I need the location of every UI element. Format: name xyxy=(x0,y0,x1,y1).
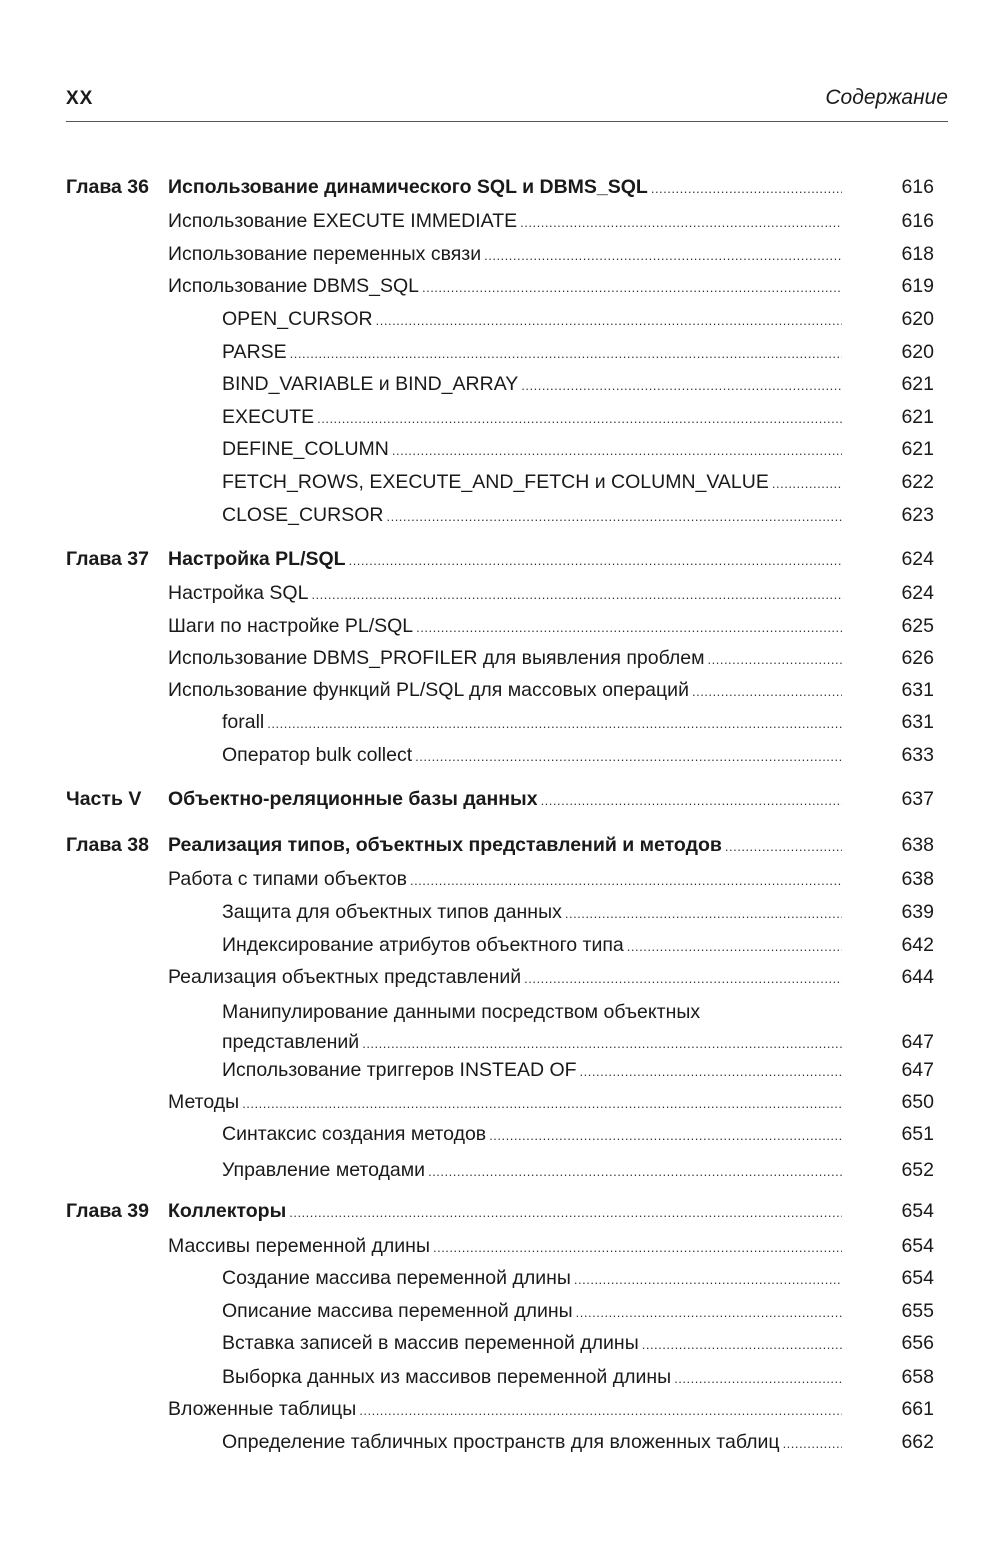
entry-line xyxy=(168,1231,842,1263)
chapter-label: Часть V xyxy=(66,788,142,810)
entry-line xyxy=(168,578,842,610)
dot-leader xyxy=(359,1396,842,1426)
entry-title: FETCH_ROWS, EXECUTE_AND_FETCH и COLUMN_VALUE xyxy=(222,471,769,493)
page-number-roman: XX xyxy=(66,88,94,109)
entry-title: Индексирование атрибутов объектного типа xyxy=(222,934,624,956)
entry-line xyxy=(222,897,842,929)
entry-title-line1: Манипулирование данными посредством объектных xyxy=(222,1001,701,1023)
toc-section-entry xyxy=(0,997,1000,1057)
entry-title: BIND_VARIABLE и BIND_ARRAY xyxy=(222,373,519,395)
toc-chapter-entry xyxy=(0,172,1000,202)
entry-line xyxy=(222,1055,842,1087)
page-number: 652 xyxy=(901,1159,934,1181)
dot-leader xyxy=(521,371,842,401)
page-number: 621 xyxy=(901,373,934,395)
entry-line xyxy=(222,1263,842,1295)
page-number: 625 xyxy=(901,615,934,637)
running-title: Содержание xyxy=(825,86,948,109)
dot-leader xyxy=(416,613,842,643)
page-number: 654 xyxy=(901,1200,934,1222)
toc-section-entry xyxy=(0,707,1000,737)
entry-line xyxy=(168,864,842,896)
entry-line xyxy=(168,544,842,576)
dot-leader xyxy=(422,273,842,303)
entry-title: Настройка PL/SQL xyxy=(168,548,346,570)
header-rule xyxy=(66,121,948,122)
toc-section-entry xyxy=(0,337,1000,367)
toc-section-entry xyxy=(0,434,1000,464)
entry-title: Реализация типов, объектных представлений и методов xyxy=(168,834,722,856)
page-number: 655 xyxy=(901,1300,934,1322)
page-number: 631 xyxy=(901,679,934,701)
entry-line xyxy=(222,1155,842,1187)
dot-leader xyxy=(692,677,842,707)
entry-line xyxy=(168,611,842,643)
dot-leader xyxy=(580,1057,842,1087)
entry-title: Использование динамического SQL и DBMS_SQL xyxy=(168,176,648,198)
page-number: 658 xyxy=(901,1366,934,1388)
entry-title: Использование функций PL/SQL для массовых операций xyxy=(168,679,689,701)
dot-leader xyxy=(392,436,842,466)
entry-title: Описание массива переменной длины xyxy=(222,1300,573,1322)
toc-section-entry xyxy=(0,239,1000,269)
page-header xyxy=(66,86,948,116)
toc-section-entry xyxy=(0,740,1000,770)
entry-title: представлений xyxy=(222,1031,360,1053)
entry-line xyxy=(222,740,842,772)
dot-leader xyxy=(576,1298,842,1328)
entry-title: Использование триггеров INSTEAD OF xyxy=(222,1059,577,1081)
dot-leader xyxy=(651,174,842,204)
page-number: 620 xyxy=(901,308,934,330)
entry-title: Объектно-реляционные базы данных xyxy=(168,788,538,810)
entry-line xyxy=(222,1296,842,1328)
dot-leader xyxy=(574,1265,842,1295)
entry-title: Работа с типами объектов xyxy=(168,868,407,890)
entry-title: EXECUTE xyxy=(222,406,315,428)
toc-section-entry xyxy=(0,962,1000,992)
entry-title: PARSE xyxy=(222,341,287,363)
toc-chapter-entry xyxy=(0,544,1000,574)
entry-line xyxy=(222,1427,842,1459)
page-number: 662 xyxy=(901,1431,934,1453)
page-number: 616 xyxy=(901,210,934,232)
entry-title: Использование DBMS_PROFILER для выявления проблем xyxy=(168,647,705,669)
entry-line xyxy=(168,1087,842,1119)
entry-line xyxy=(168,962,842,994)
page-number: 639 xyxy=(901,901,934,923)
dot-leader xyxy=(290,339,842,369)
dot-leader xyxy=(783,1429,842,1459)
toc-section-entry xyxy=(0,864,1000,894)
entry-title: Защита для объектных типов данных xyxy=(222,901,562,923)
page-number: 654 xyxy=(901,1235,934,1257)
entry-line xyxy=(222,1362,842,1394)
chapter-label: Глава 36 xyxy=(66,176,149,198)
entry-title: Вставка записей в массив переменной длины xyxy=(222,1332,639,1354)
toc-chapter-entry xyxy=(0,830,1000,860)
entry-line xyxy=(222,434,842,466)
entry-title: Создание массива переменной длины xyxy=(222,1267,571,1289)
toc-section-entry xyxy=(0,643,1000,673)
dot-leader xyxy=(311,580,842,610)
page-number: 638 xyxy=(901,834,934,856)
entry-line xyxy=(168,830,842,862)
page-number: 619 xyxy=(901,275,934,297)
page-number: 650 xyxy=(901,1091,934,1113)
toc-section-entry xyxy=(0,1119,1000,1149)
page-number: 644 xyxy=(901,966,934,988)
toc-section-entry xyxy=(0,206,1000,236)
dot-leader xyxy=(524,964,842,994)
entry-line xyxy=(222,500,842,532)
page-number: 622 xyxy=(901,471,934,493)
chapter-label: Глава 38 xyxy=(66,834,149,856)
toc-section-entry xyxy=(0,1427,1000,1457)
entry-line xyxy=(222,930,842,962)
dot-leader xyxy=(627,932,842,962)
toc-section-entry xyxy=(0,402,1000,432)
page-number: 621 xyxy=(901,406,934,428)
toc-section-entry xyxy=(0,1296,1000,1326)
page-number: 633 xyxy=(901,744,934,766)
entry-line xyxy=(168,206,842,238)
dot-leader xyxy=(708,645,843,675)
dot-leader xyxy=(242,1089,842,1119)
toc-section-entry xyxy=(0,1328,1000,1358)
entry-line xyxy=(222,402,842,434)
entry-title: Использование EXECUTE IMMEDIATE xyxy=(168,210,518,232)
entry-line xyxy=(222,1119,842,1151)
page-number: 637 xyxy=(901,788,934,810)
page-number: 624 xyxy=(901,548,934,570)
entry-line xyxy=(168,1394,842,1426)
page-number: 638 xyxy=(901,868,934,890)
entry-title: Реализация объектных представлений xyxy=(168,966,522,988)
dot-leader xyxy=(674,1364,842,1394)
entry-line xyxy=(222,337,842,369)
chapter-label: Глава 39 xyxy=(66,1200,149,1222)
dot-leader xyxy=(267,709,842,739)
entry-title: forall xyxy=(222,711,265,733)
entry-title: Массивы переменной длины xyxy=(168,1235,430,1257)
dot-leader xyxy=(725,832,842,862)
page-number: 626 xyxy=(901,647,934,669)
page-number: 631 xyxy=(901,711,934,733)
page-number: 620 xyxy=(901,341,934,363)
entry-title: CLOSE_CURSOR xyxy=(222,504,384,526)
page-number: 624 xyxy=(901,582,934,604)
toc-section-entry xyxy=(0,897,1000,927)
chapter-label: Глава 37 xyxy=(66,548,149,570)
page-number: 618 xyxy=(901,243,934,265)
dot-leader xyxy=(541,786,842,816)
dot-leader xyxy=(289,1198,842,1228)
entry-line xyxy=(168,643,842,675)
toc-chapter-entry xyxy=(0,784,1000,814)
entry-title: Управление методами xyxy=(222,1159,426,1181)
entry-line xyxy=(222,369,842,401)
entry-line xyxy=(222,304,842,336)
dot-leader xyxy=(484,241,842,271)
dot-leader xyxy=(410,866,842,896)
entry-line xyxy=(168,271,842,303)
toc-section-entry xyxy=(0,1055,1000,1085)
entry-title: Коллекторы xyxy=(168,1200,287,1222)
dot-leader xyxy=(428,1157,842,1187)
dot-leader xyxy=(489,1121,842,1151)
toc-section-entry xyxy=(0,1263,1000,1293)
toc-section-entry xyxy=(0,611,1000,641)
toc-section-entry xyxy=(0,578,1000,608)
entry-title: Определение табличных пространств для вложенных таблиц xyxy=(222,1431,780,1453)
page-number: 616 xyxy=(901,176,934,198)
toc-section-entry xyxy=(0,304,1000,334)
toc-section-entry xyxy=(0,1394,1000,1424)
toc-section-entry xyxy=(0,1362,1000,1392)
page-number: 656 xyxy=(901,1332,934,1354)
entry-title: DEFINE_COLUMN xyxy=(222,438,389,460)
dot-leader xyxy=(520,208,842,238)
dot-leader xyxy=(433,1233,842,1263)
entry-line xyxy=(168,172,842,204)
entry-line xyxy=(168,239,842,271)
entry-line xyxy=(168,1196,842,1228)
dot-leader xyxy=(386,502,842,532)
page-number: 654 xyxy=(901,1267,934,1289)
entry-title: Вложенные таблицы xyxy=(168,1398,357,1420)
entry-title: Шаги по настройке PL/SQL xyxy=(168,615,414,637)
page-number: 642 xyxy=(901,934,934,956)
toc-section-entry xyxy=(0,500,1000,530)
page-number: 651 xyxy=(901,1123,934,1145)
toc-section-entry xyxy=(0,675,1000,705)
dot-leader xyxy=(642,1330,842,1360)
entry-line xyxy=(168,784,842,816)
page-number: 621 xyxy=(901,438,934,460)
entry-title: Оператор bulk collect xyxy=(222,744,413,766)
page-number: 661 xyxy=(901,1398,934,1420)
entry-line xyxy=(222,1328,842,1360)
dot-leader xyxy=(415,742,842,772)
entry-line xyxy=(222,707,842,739)
entry-title: Синтаксис создания методов xyxy=(222,1123,487,1145)
dot-leader xyxy=(772,469,842,499)
toc-section-entry xyxy=(0,930,1000,960)
toc-section-entry xyxy=(0,1155,1000,1185)
toc-section-entry xyxy=(0,467,1000,497)
dot-leader xyxy=(376,306,842,336)
entry-line xyxy=(222,467,842,499)
toc-section-entry xyxy=(0,369,1000,399)
dot-leader xyxy=(317,404,842,434)
dot-leader xyxy=(565,899,842,929)
toc-chapter-entry xyxy=(0,1196,1000,1226)
page-number: 647 xyxy=(901,1031,934,1053)
entry-title: Методы xyxy=(168,1091,240,1113)
entry-title: Использование DBMS_SQL xyxy=(168,275,419,297)
entry-line xyxy=(168,675,842,707)
page-number: 623 xyxy=(901,504,934,526)
entry-title: Использование переменных связи xyxy=(168,243,482,265)
toc-section-entry xyxy=(0,271,1000,301)
page-number: 647 xyxy=(901,1059,934,1081)
dot-leader xyxy=(349,546,842,576)
toc-section-entry xyxy=(0,1231,1000,1261)
entry-title: Настройка SQL xyxy=(168,582,309,604)
entry-title: Выборка данных из массивов переменной длины xyxy=(222,1366,672,1388)
entry-title: OPEN_CURSOR xyxy=(222,308,373,330)
toc-section-entry xyxy=(0,1087,1000,1117)
